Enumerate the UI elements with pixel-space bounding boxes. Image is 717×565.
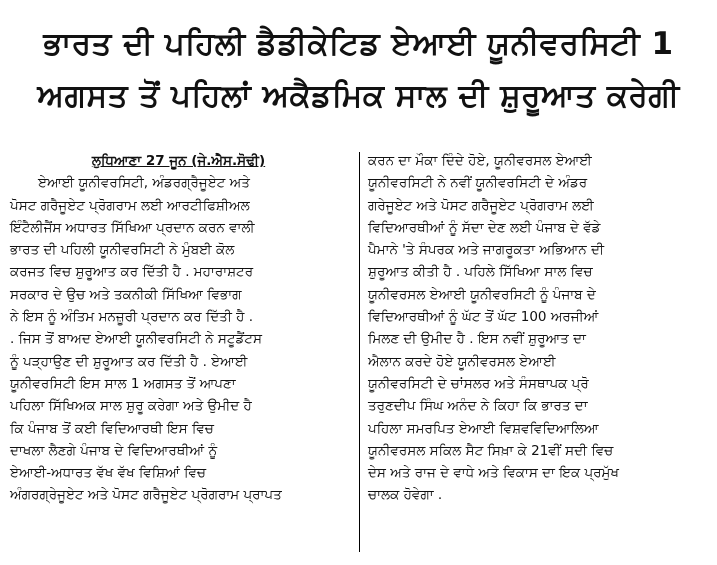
article-line: ਯੂਨੀਵਰਸਲ ਸਕਿਲ ਸੈਟ ਸਿਖ਼ਾ ਕੇ 21ਵੀਂ ਸਦੀ ਵਿਚ xyxy=(368,442,614,459)
article-line: ਪਹਿਲਾ ਸਿੱਖਿਅਕ ਸਾਲ ਸ਼ੁਰੂ ਕਰੇਗਾ ਅਤੇ ਉਮੀਦ ਹੈ xyxy=(10,398,252,415)
column-divider xyxy=(359,152,360,552)
headline-line-1: ਭਾਰਤ ਦੀ ਪਹਿਲੀ ਡੈਡੀਕੇਟਿਡ ਏਆਈ ਯੂਨੀਵਰਸਿਟੀ 1 xyxy=(43,26,674,62)
article-line: ਇੰਟੈਲੀਜੈਂਸ ਅਧਾਰਤ ਸਿੱਖਿਆ ਪ੍ਰਦਾਨ ਕਰਨ ਵਾਲੀ xyxy=(10,219,255,236)
article-line: ਚਾਲਕ ਹੋਵੇਗਾ . xyxy=(368,487,443,504)
article-line xyxy=(10,150,347,172)
headline-line-2: ਅਗਸਤ ਤੋਂ ਪਹਿਲਾਂ ਅਕੈਡਮਿਕ ਸਾਲ ਦੀ ਸ਼ੁਰੂਆਤ ਕਰੇਗੀ xyxy=(37,78,680,114)
article-line: ਯੂਨੀਵਰਸਲ ਏਆਈ ਯੂਨੀਵਰਸਿਟੀ ਨੂੰ ਪੰਜਾਬ ਦੇ xyxy=(368,286,596,303)
article-line: ਤਰੁਣਦੀਪ ਸਿੰਘ ਅਨੰਦ ਨੇ ਕਿਹਾ ਕਿ ਭਾਰਤ ਦਾ xyxy=(368,398,588,415)
article-line: ਏਆਈ-ਅਧਾਰਤ ਵੱਖ ਵੱਖ ਵਿਸ਼ਿਆਂ ਵਿਚ xyxy=(10,465,206,482)
article-line: ਸ਼ੁਰੂਆਤ ਕੀਤੀ ਹੈ . ਪਹਿਲੇ ਸਿੱਖਿਆ ਸਾਲ ਵਿਚ xyxy=(368,264,593,281)
article-line: ਕਿ ਪੰਜਾਬ ਤੋਂ ਕਈ ਵਿਦਿਆਰਥੀ ਇਸ ਵਿਚ xyxy=(10,420,214,437)
article-line: ਭਾਰਤ ਦੀ ਪਹਿਲੀ ਯੂਨੀਵਰਸਿਟੀ ਨੇ ਮੁੰਬਈ ਕੋਲ xyxy=(10,242,235,259)
article-line: ਕਰਨ ਦਾ ਮੌਕਾ ਦਿੰਦੇ ਹੋਏ, ਯੂਨੀਵਰਸਲ ਏਆਈ xyxy=(368,153,592,169)
article-line: ਪਹਿਲਾ ਸਮਰਪਿਤ ਏਆਈ ਵਿਸ਼ਵਵਿਦਿਆਲਿਆ xyxy=(368,420,599,437)
article-line: ਕਰਜਤ ਵਿਚ ਸ਼ੁਰੂਆਤ ਕਰ ਦਿੱਤੀ ਹੈ . ਮਹਾਰਾਸ਼ਟਰ xyxy=(10,264,254,281)
article-line: . ਜਿਸ ਤੋਂ ਬਾਅਦ ਏਆਈ ਯੂਨੀਵਰਸਿਟੀ ਨੇ ਸਟੂਡੈਂਟਸ xyxy=(10,331,262,348)
article-line: ਯੂਨੀਵਰਸਿਟੀ ਇਸ ਸਾਲ 1 ਅਗਸਤ ਤੋਂ ਆਪਣਾ xyxy=(10,375,236,392)
article-line: ਯੂਨੀਵਰਸਿਟੀ ਨੇ ਨਵੀਂ ਯੂਨੀਵਰਸਿਟੀ ਦੇ ਅੰਡਰ xyxy=(368,175,588,192)
article-line: ਪੈਮਾਨੇ 'ਤੇ ਸੰਪਰਕ ਅਤੇ ਜਾਗਰੂਕਤਾ ਅਭਿਆਨ ਦੀ xyxy=(368,242,605,259)
article-column-left xyxy=(10,150,347,507)
dateline: ਲੁਧਿਆਣਾ 27 ਜੂਨ (ਜੇ.ਐਸ.ਸੋਢੀ) xyxy=(91,153,266,169)
article-line: ਵਿਦਿਆਰਥੀਆਂ ਨੂੰ ਘੱਟ ਤੋਂ ਘੱਟ 100 ਅਰਜੀਆਂ xyxy=(368,309,599,326)
article-line: ਦਾਖਲਾ ਲੈਣਗੇ ਪੰਜਾਬ ਦੇ ਵਿਦਿਆਰਥੀਆਂ ਨੂੰ xyxy=(10,442,218,459)
article-line: ਏਆਈ ਯੂਨੀਵਰਸਿਟੀ, ਅੰਡਰਗ੍ਰੈਜੂਏਟ ਅਤੇ xyxy=(38,175,250,192)
article-line: ਪੋਸਟ ਗਰੈਜੂਏਟ ਪ੍ਰੋਗਰਾਮ ਲਈ ਆਰਟੀਫਿਸ਼ੀਅਲ xyxy=(10,197,250,214)
headline xyxy=(10,18,707,122)
article-line: ਯੂਨੀਵਰਸਿਟੀ ਦੇ ਚਾਂਸਲਰ ਅਤੇ ਸੰਸਥਾਪਕ ਪ੍ਰੋ xyxy=(368,375,589,392)
article-line: ਨੇ ਇਸ ਨੂੰ ਅੰਤਿਮ ਮਨਜ਼ੂਰੀ ਪ੍ਰਦਾਨ ਕਰ ਦਿੱਤੀ ਹੈ . xyxy=(10,309,254,326)
article-line: ਦੇਸ ਅਤੇ ਰਾਜ ਦੇ ਵਾਧੇ ਅਤੇ ਵਿਕਾਸ ਦਾ ਇਕ ਪ੍ਰਮੁੱਖ xyxy=(368,465,619,482)
article-line: ਮਿਲਣ ਦੀ ਉਮੀਦ ਹੈ . ਇਸ ਨਵੀਂ ਸ਼ੁਰੂਆਤ ਦਾ xyxy=(368,331,586,348)
article-line: ਸਰਕਾਰ ਦੇ ਉਚ ਅਤੇ ਤਕਨੀਕੀ ਸਿੱਖਿਆ ਵਿਭਾਗ xyxy=(10,286,242,303)
article-line: ਅੰਗਰਗ੍ਰੇਜੂਏਟ ਅਤੇ ਪੋਸਟ ਗਰੈਜੂਏਟ ਪ੍ਰੋਗਰਾਮ ਪ੍ਰਾਪਤ xyxy=(10,487,282,504)
article-line: ਐਲਾਨ ਕਰਦੇ ਹੋਏ ਯੂਨੀਵਰਸਲ ਏਆਈ xyxy=(368,353,556,370)
article-line: ਨੂੰ ਪੜ੍ਹਾਉਣ ਦੀ ਸ਼ੁਰੂਆਤ ਕਰ ਦਿੱਤੀ ਹੈ . ਏਆਈ xyxy=(10,353,248,370)
article-column-right xyxy=(368,150,705,507)
article-line: ਗਰੇਜੂਏਟ ਅਤੇ ਪੋਸਟ ਗਰੈਜੂਏਟ ਪ੍ਰੋਗਰਾਮ ਲਈ xyxy=(368,197,594,214)
article-line: ਵਿਦਿਆਰਥੀਆਂ ਨੂੰ ਸੱਦਾ ਦੇਣ ਲਈ ਪੰਜਾਬ ਦੇ ਵੱਡੇ xyxy=(368,219,601,236)
